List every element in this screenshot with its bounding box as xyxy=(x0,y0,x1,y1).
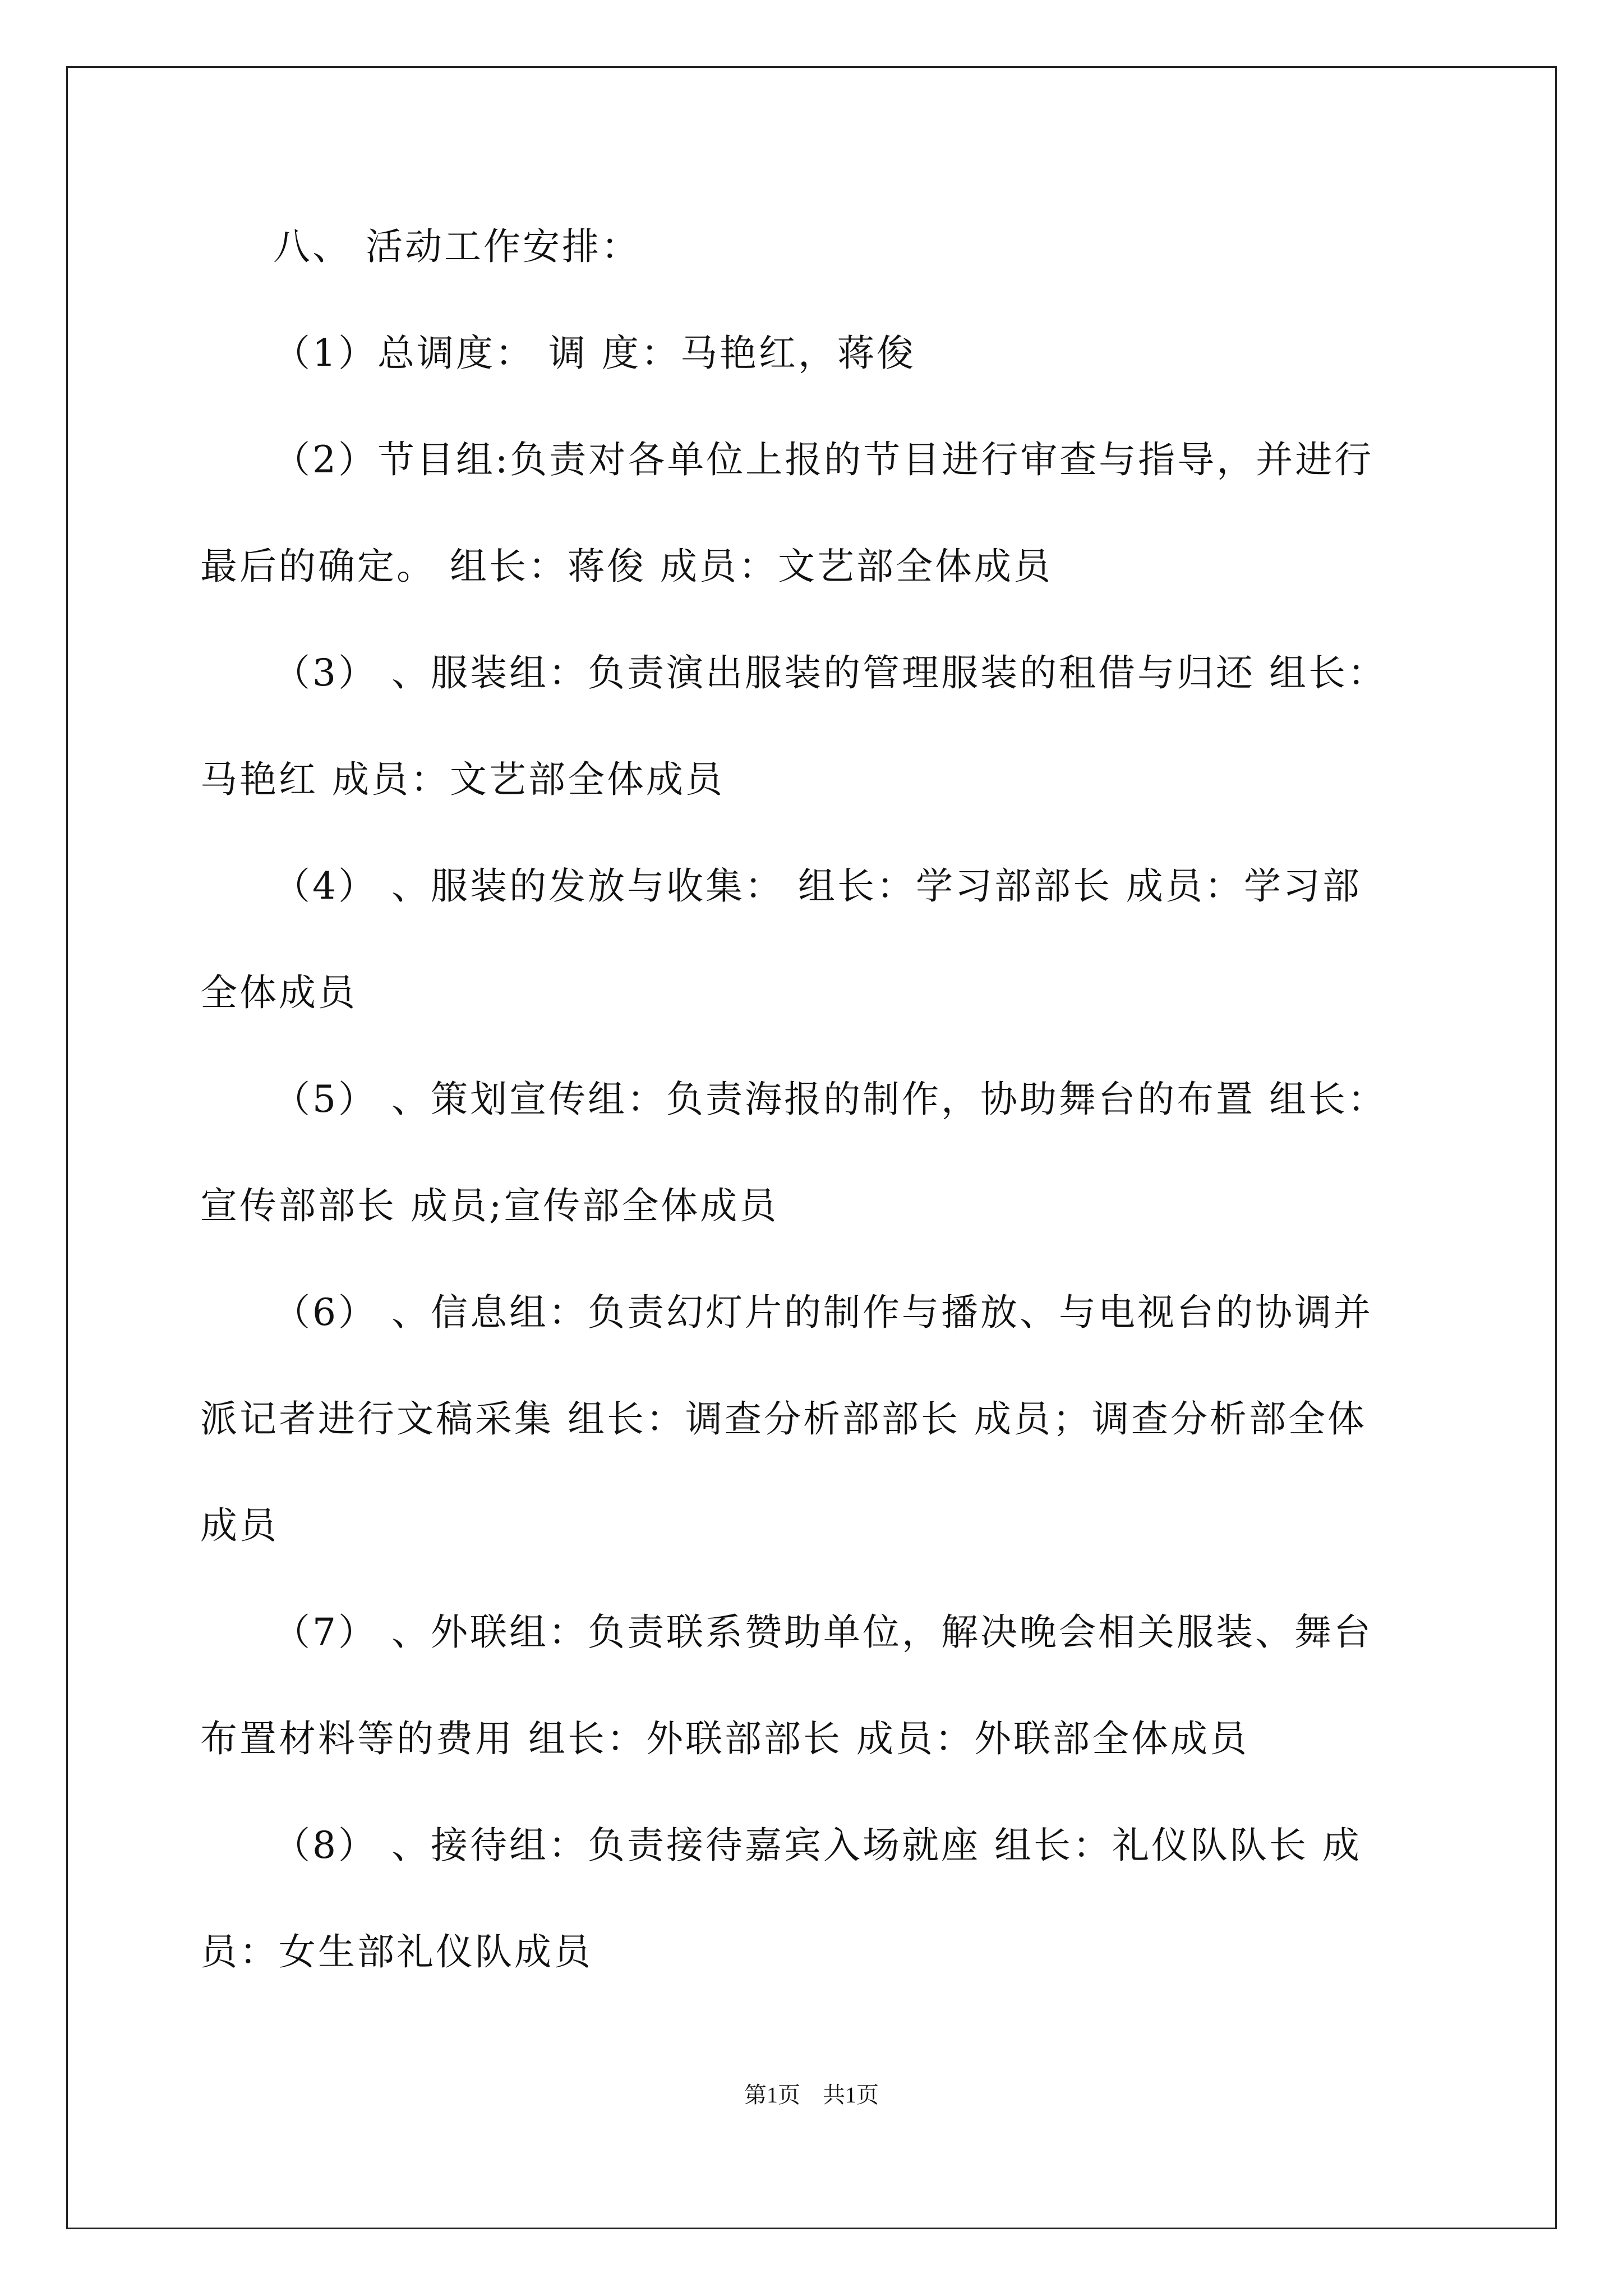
paragraph-line: （2）节目组:负责对各单位上报的节目进行审查与指导，并进行 xyxy=(273,438,1374,481)
paragraph-line: （3） 、服装组：负责演出服装的管理服装的租借与归还 组长： xyxy=(273,651,1387,694)
page-number: 第1页 共1页 xyxy=(744,2082,879,2108)
paragraph-line: （5） 、策划宣传组：负责海报的制作，协助舞台的布置 组长： xyxy=(273,1078,1387,1121)
paragraph-line: （1）总调度： 调 度：马艳红，蒋俊 xyxy=(273,332,916,375)
paragraph-line: 成员 xyxy=(200,1504,279,1547)
paragraph-line: 派记者进行文稿采集 组长：调查分析部部长 成员；调查分析部全体 xyxy=(200,1397,1367,1441)
paragraph-line: 最后的确定。 组长：蒋俊 成员：文艺部全体成员 xyxy=(200,545,1053,588)
paragraph-line: 全体成员 xyxy=(200,971,357,1014)
paragraph-line: （8） 、接待组：负责接待嘉宾入场就座 组长：礼仪队队长 成 xyxy=(273,1824,1362,1867)
paragraph-line: 马艳红 成员：文艺部全体成员 xyxy=(200,758,725,801)
paragraph-line: 员：女生部礼仪队成员 xyxy=(200,1930,593,1973)
paragraph-line: （7） 、外联组：负责联系赞助单位，解决晚会相关服装、舞台 xyxy=(273,1611,1373,1654)
paragraph-line: 宣传部部长 成员;宣传部全体成员 xyxy=(200,1184,779,1227)
paragraph-line: （6） 、信息组：负责幻灯片的制作与播放、与电视台的协调并 xyxy=(273,1291,1373,1334)
page-border xyxy=(66,66,1557,2229)
paragraph-line: 布置材料等的费用 组长：外联部部长 成员：外联部全体成员 xyxy=(200,1717,1249,1760)
paragraph-line: （4） 、服装的发放与收集： 组长：学习部部长 成员：学习部 xyxy=(273,864,1362,908)
section-heading: 八、 活动工作安排： xyxy=(273,225,640,268)
